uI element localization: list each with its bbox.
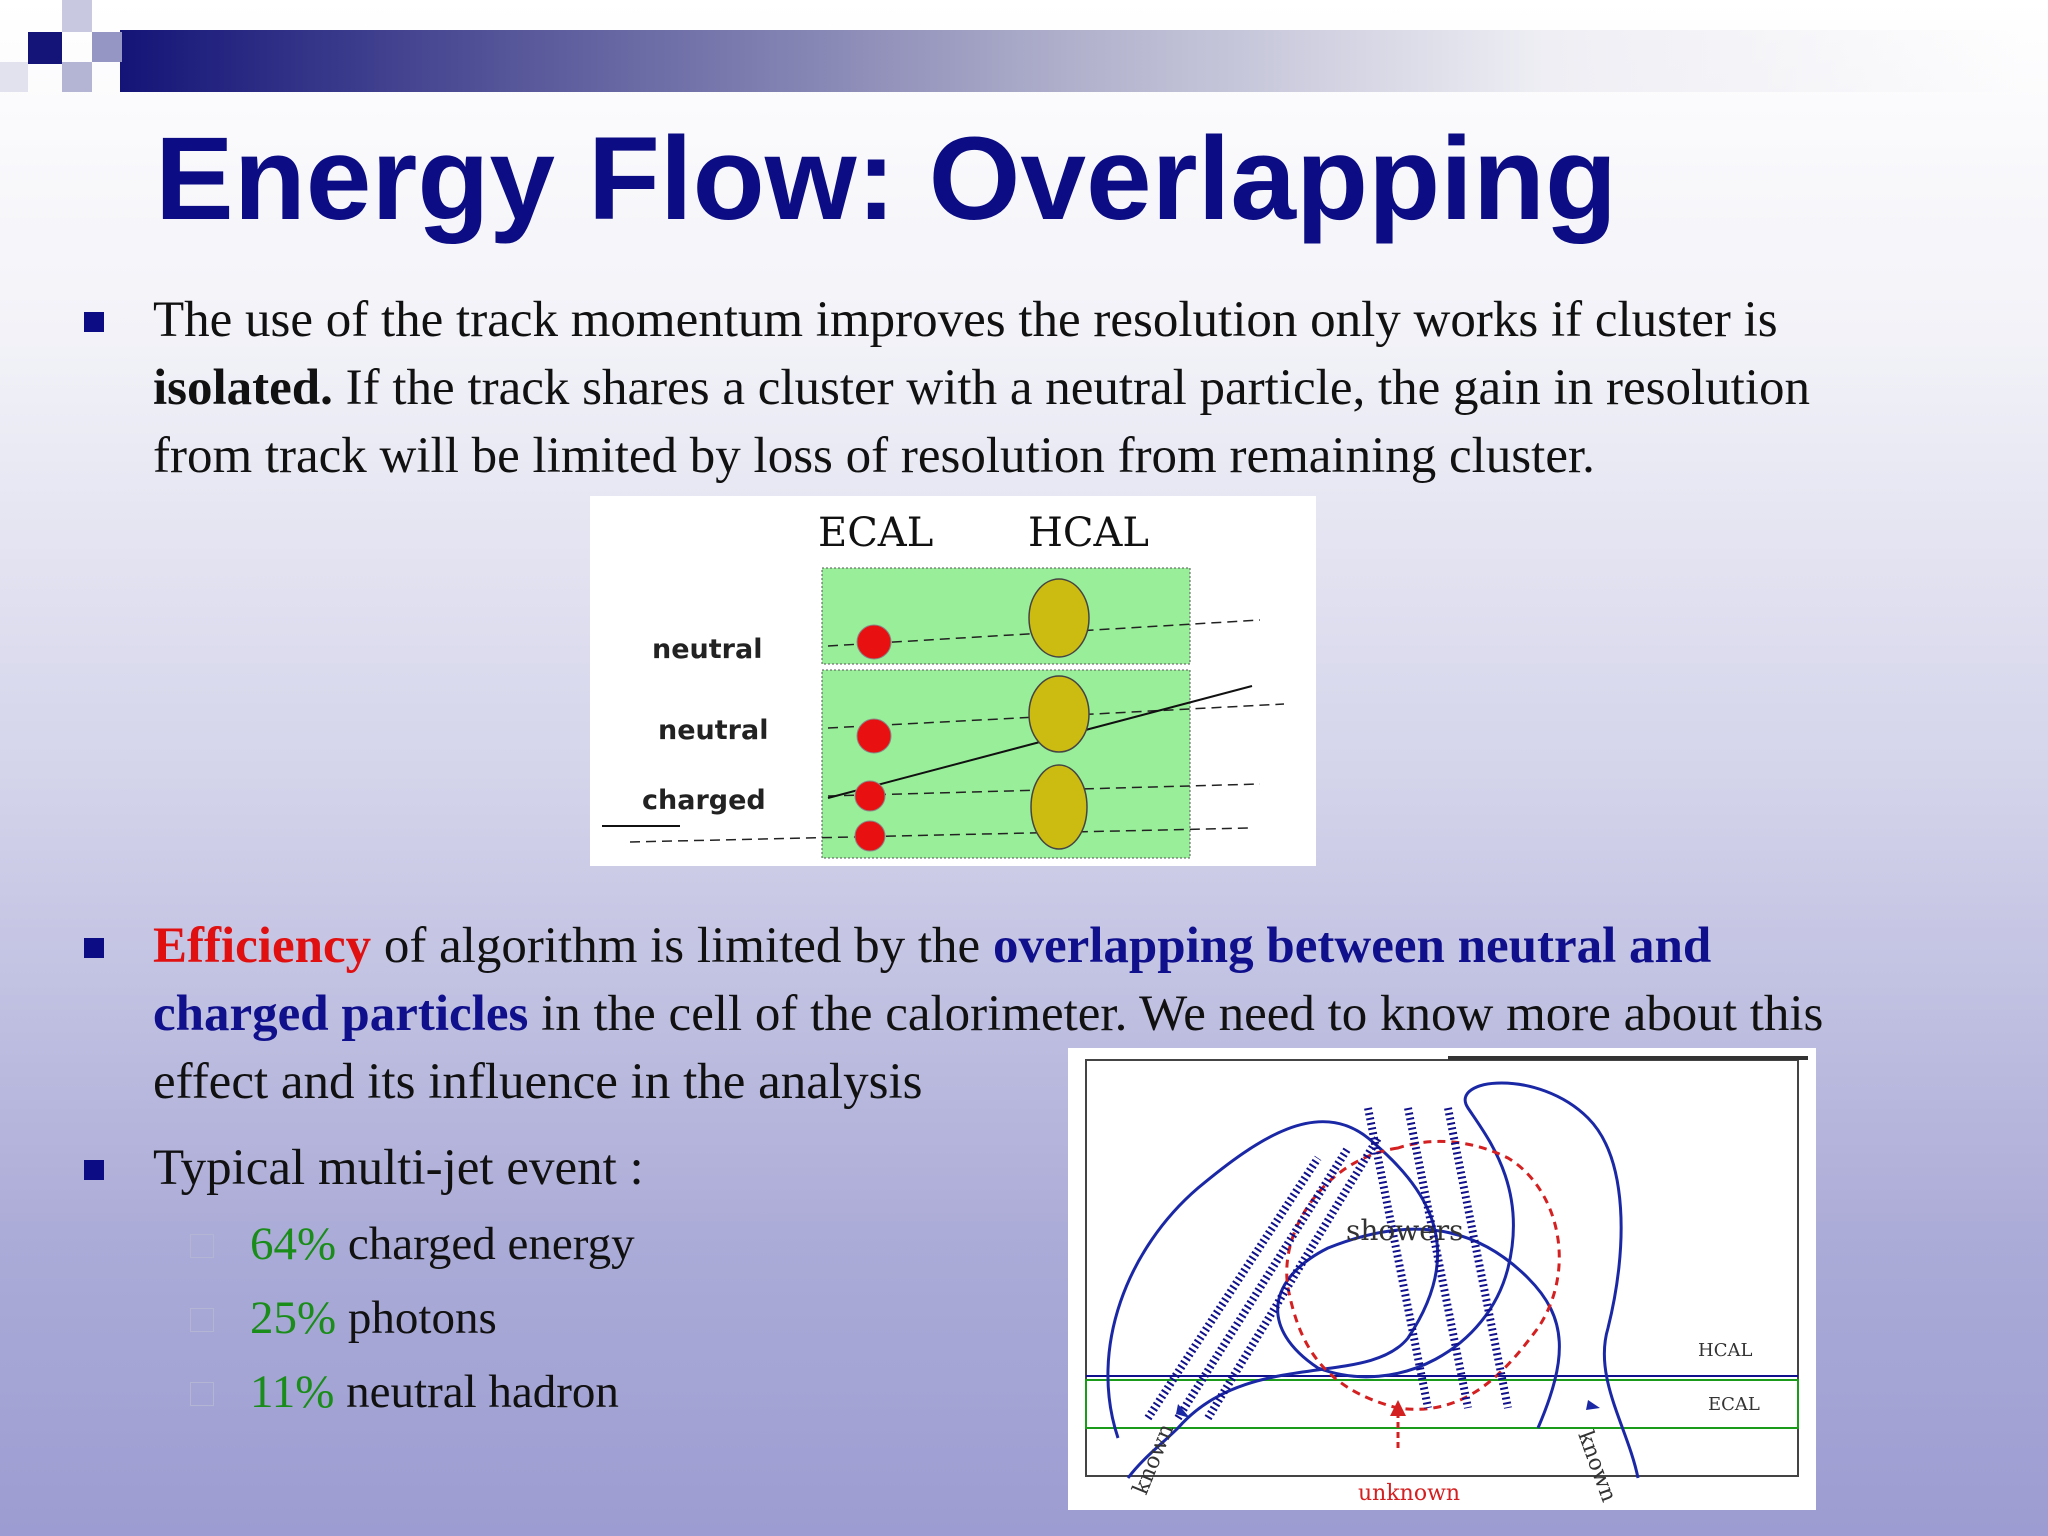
known-left-label: known	[1128, 1420, 1180, 1499]
header-gradient-bar	[120, 30, 2020, 92]
decor-square	[62, 62, 92, 92]
overlap-highlight-2: charged particles	[153, 986, 529, 1042]
bullet-2-text-2: in the cell of the calorimeter. We need to know more about this	[528, 986, 1824, 1042]
bullet-1-text	[153, 286, 1810, 490]
showers-overlap-figure	[1068, 1048, 1816, 1510]
sub-bullet-square-icon	[190, 1308, 214, 1332]
label-charged: charged	[642, 785, 766, 816]
overlap-highlight-1: overlapping between neutral and	[992, 918, 1712, 974]
hcal-cluster	[1031, 765, 1087, 849]
percent-value: 64%	[250, 1218, 337, 1270]
hcal-cluster	[1029, 579, 1089, 657]
ecal-cluster	[855, 781, 885, 811]
calorimeter-cluster-svg	[590, 496, 1316, 866]
sub-item-photons	[250, 1288, 497, 1348]
known-right-label: known	[1572, 1427, 1622, 1506]
bullet-2-text-1: of algorithm is limited by the	[371, 918, 993, 974]
label-neutral: neutral	[652, 634, 763, 665]
calorimeter-cluster-figure	[590, 496, 1316, 866]
bullet-square-icon	[84, 938, 104, 958]
unknown-label: unknown	[1358, 1481, 1461, 1506]
bullet-1-line-3: from track will be limited by loss of resolution from remaining cluster.	[153, 428, 1595, 484]
percent-value: 11%	[250, 1366, 335, 1418]
slide-title: Energy Flow: Overlapping	[155, 113, 1618, 245]
showers-overlap-svg	[1068, 1048, 1816, 1510]
sub-item-label: photons	[336, 1292, 497, 1344]
sub-item-neutral-hadron	[250, 1362, 619, 1422]
ecal-cluster	[857, 719, 891, 753]
sub-item-label: charged energy	[336, 1218, 635, 1270]
bullet-1-line-2-rest: If the track shares a cluster with a neutral particle, the gain in resolution	[332, 360, 1810, 416]
bullet-1-line-2	[153, 354, 1810, 422]
percent-value: 25%	[250, 1292, 337, 1344]
sub-bullet-square-icon	[190, 1234, 214, 1258]
hcal-label: HCAL	[1698, 1340, 1753, 1361]
hcal-cluster	[1029, 676, 1089, 752]
decor-square	[92, 32, 122, 62]
label-neutral: neutral	[658, 715, 769, 746]
sub-item-label: neutral hadron	[334, 1366, 619, 1418]
decor-square	[0, 62, 28, 92]
decor-square	[28, 32, 62, 64]
sub-item-charged	[250, 1214, 635, 1274]
ecal-cluster	[857, 625, 891, 659]
bullet-2-line-1	[153, 912, 1823, 980]
sub-bullet-square-icon	[190, 1382, 214, 1406]
bullet-1-line-1: The use of the track momentum improves the resolution only works if cluster is	[153, 292, 1778, 348]
bullet-2-line-2	[153, 980, 1823, 1048]
bullet-square-icon	[84, 1160, 104, 1180]
bullet-3-text: Typical multi-jet event :	[153, 1140, 644, 1196]
hcal-header: HCAL	[1028, 510, 1149, 556]
ecal-label: ECAL	[1708, 1394, 1760, 1415]
decor-square	[62, 0, 92, 32]
ecal-header: ECAL	[818, 510, 934, 556]
bullet-2-line-3: effect and its influence in the analysis	[153, 1054, 923, 1110]
efficiency-word: Efficiency	[153, 918, 372, 974]
bullet-square-icon	[84, 312, 104, 332]
bullet-1-bold: isolated.	[153, 360, 333, 416]
ecal-cluster	[855, 821, 885, 851]
showers-label: showers	[1346, 1214, 1464, 1247]
